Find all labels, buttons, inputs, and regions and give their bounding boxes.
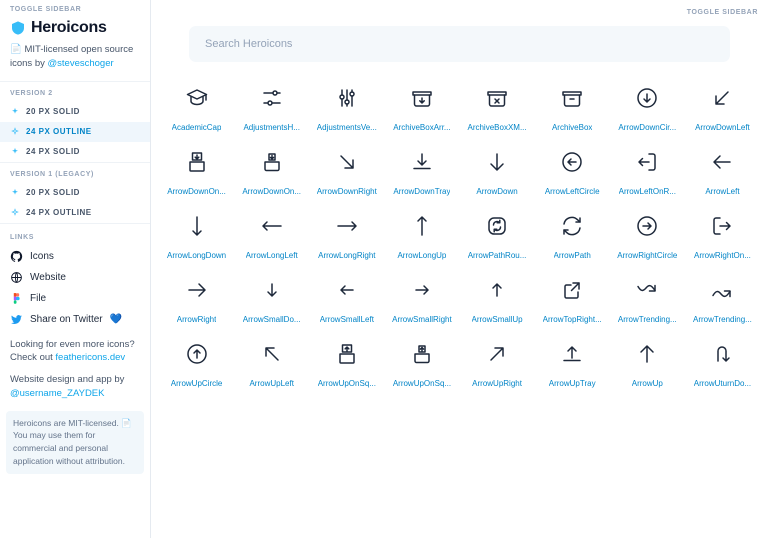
icon-cell[interactable] <box>610 204 685 268</box>
arrow-small-left-icon <box>335 278 359 302</box>
version2-heading: VERSION 2 <box>0 81 150 102</box>
arrow-up-right-icon <box>485 342 509 366</box>
icon-cell[interactable] <box>159 332 234 396</box>
arrow-small-right-icon <box>410 278 434 302</box>
arrow-long-right-icon <box>335 214 359 238</box>
icon-cell[interactable] <box>685 332 760 396</box>
main-content <box>151 0 768 538</box>
archive-box-icon <box>560 86 584 110</box>
icon-cell[interactable] <box>460 332 535 396</box>
icon-name-label: ArrowLongDown <box>166 251 227 260</box>
link-label: Share on Twitter <box>30 313 103 325</box>
icon-cell[interactable] <box>685 140 760 204</box>
sparkle-icon <box>10 127 20 137</box>
icon-name-label: ArrowUpOnSq... <box>392 379 452 388</box>
icon-cell[interactable] <box>234 76 309 140</box>
arrow-right-on-rectangle-icon <box>710 214 734 238</box>
globe-icon <box>10 271 23 284</box>
sparkle-icon <box>10 188 20 198</box>
sidebar-item-label: 24 PX OUTLINE <box>26 208 92 218</box>
sparkle-icon <box>10 107 20 117</box>
sidebar-item-label: 24 PX OUTLINE <box>26 127 92 137</box>
promo-block <box>0 330 150 368</box>
icon-name-label: ArchiveBoxArr... <box>393 123 451 132</box>
icon-cell[interactable] <box>159 140 234 204</box>
icon-name-label: ArrowUpLeft <box>249 379 294 388</box>
icon-name-label: ArrowLeftOnR... <box>618 187 676 196</box>
icon-name-label: ArrowDownTray <box>393 187 451 196</box>
sparkle-icon <box>10 208 20 218</box>
arrow-right-icon <box>185 278 209 302</box>
sidebar-item-v1-24-outline[interactable] <box>0 203 150 223</box>
icon-cell[interactable] <box>234 204 309 268</box>
icon-name-label: ArrowDownLeft <box>695 123 750 132</box>
icon-cell[interactable] <box>309 140 384 204</box>
credit-block <box>0 367 150 405</box>
arrow-left-icon <box>710 150 734 174</box>
sidebar-item-v2-24-outline[interactable] <box>0 122 150 142</box>
arrow-down-on-square-stack-icon <box>185 150 209 174</box>
icon-cell[interactable] <box>610 140 685 204</box>
link-label: Website <box>30 271 66 283</box>
license-note: Heroicons are MIT-licensed. 📄 You may use them for commercial and personal application without attribution. <box>6 411 144 474</box>
archive-box-x-mark-icon <box>485 86 509 110</box>
icon-name-label: ArrowDownRight <box>316 187 377 196</box>
icon-name-label: ArrowTrending... <box>693 315 752 324</box>
sidebar-item-v2-24-solid[interactable] <box>0 142 150 162</box>
archive-box-arrow-down-icon <box>410 86 434 110</box>
arrow-long-up-icon <box>410 214 434 238</box>
arrow-down-on-square-icon <box>260 150 284 174</box>
icon-name-label: ArrowTopRight... <box>542 315 602 324</box>
icon-cell[interactable] <box>159 204 234 268</box>
sidebar-item-v1-20-solid[interactable] <box>0 183 150 203</box>
arrow-left-circle-icon <box>560 150 584 174</box>
sidebar-item-label: 24 PX SOLID <box>26 147 80 157</box>
arrow-path-rounded-square-icon <box>485 214 509 238</box>
icon-cell[interactable] <box>384 332 459 396</box>
icon-cell[interactable] <box>610 76 685 140</box>
icon-cell[interactable] <box>535 332 610 396</box>
link-icons[interactable] <box>0 246 150 267</box>
heroicons-logo-icon <box>10 20 26 36</box>
icon-name-label: ArrowLongUp <box>397 251 447 260</box>
arrow-long-down-icon <box>185 214 209 238</box>
icon-cell[interactable] <box>685 204 760 268</box>
icon-cell[interactable] <box>309 268 384 332</box>
icon-cell[interactable] <box>610 332 685 396</box>
icon-cell[interactable] <box>460 140 535 204</box>
search-area <box>151 18 768 62</box>
icon-cell[interactable] <box>309 204 384 268</box>
icon-name-label: AdjustmentsVe... <box>316 123 377 132</box>
academic-cap-icon <box>185 86 209 110</box>
arrow-down-right-icon <box>335 150 359 174</box>
adjustments-horizontal-icon <box>260 86 284 110</box>
brand <box>0 17 150 37</box>
arrow-path-icon <box>560 214 584 238</box>
license-doc-icon: 📄 <box>10 44 22 55</box>
arrow-down-tray-icon <box>410 150 434 174</box>
icon-cell[interactable] <box>159 76 234 140</box>
icon-name-label: ArrowPath <box>553 251 591 260</box>
sidebar <box>0 0 151 538</box>
icon-name-label: ArrowTrending... <box>617 315 677 324</box>
arrow-down-icon <box>485 150 509 174</box>
icon-cell[interactable] <box>234 332 309 396</box>
icon-name-label: ArrowUpOnSq... <box>317 379 376 388</box>
arrow-up-circle-icon <box>185 342 209 366</box>
icon-name-label: ArrowUp <box>631 379 663 388</box>
icon-name-label: ArrowRightCircle <box>617 251 678 260</box>
icon-name-label: ArchiveBoxXM... <box>467 123 527 132</box>
arrow-left-on-rectangle-icon <box>635 150 659 174</box>
icon-cell[interactable] <box>384 140 459 204</box>
icon-cell[interactable] <box>309 332 384 396</box>
icon-cell[interactable] <box>384 204 459 268</box>
icon-cell[interactable] <box>384 268 459 332</box>
icon-cell[interactable] <box>685 268 760 332</box>
link-share-twitter[interactable] <box>0 309 150 330</box>
heart-icon: 💙 <box>109 313 123 325</box>
tagline-text: MIT-licensed open source icons by <box>10 44 134 69</box>
toggle-sidebar-right[interactable]: TOGGLE SIDEBAR <box>686 8 758 16</box>
icon-name-label: ArrowSmallRight <box>392 315 452 324</box>
arrow-right-circle-icon <box>635 214 659 238</box>
icon-cell[interactable] <box>309 76 384 140</box>
icon-name-label: ArrowDown <box>476 187 518 196</box>
credit-link[interactable]: @username_ZAYDEK <box>10 387 105 399</box>
adjustments-vertical-icon <box>335 86 359 110</box>
credit-line-1: Website design and app by <box>10 374 125 386</box>
arrow-up-on-square-stack-icon <box>335 342 359 366</box>
sidebar-item-label: 20 PX SOLID <box>26 188 80 198</box>
icon-cell[interactable] <box>460 76 535 140</box>
icon-name-label: ArrowSmallDo... <box>242 315 301 324</box>
icon-name-label: ArrowLeftCircle <box>544 187 600 196</box>
icon-cell[interactable] <box>610 268 685 332</box>
icon-name-label: AdjustmentsH... <box>243 123 300 132</box>
link-website[interactable] <box>0 267 150 288</box>
promo-link[interactable]: feathericons.dev <box>55 352 126 364</box>
icon-cell[interactable] <box>384 76 459 140</box>
link-label: Icons <box>30 250 54 262</box>
links-heading: LINKS <box>0 223 150 246</box>
sidebar-item-v2-20-solid[interactable] <box>0 102 150 122</box>
icon-cell[interactable] <box>234 268 309 332</box>
tagline-author-link[interactable]: @steveschoger <box>47 57 114 69</box>
twitter-icon <box>10 313 23 326</box>
icon-cell[interactable] <box>685 76 760 140</box>
arrow-down-circle-icon <box>635 86 659 110</box>
arrow-trending-up-icon <box>710 278 734 302</box>
arrow-small-up-icon <box>485 278 509 302</box>
icon-cell[interactable] <box>460 204 535 268</box>
icon-name-label: ArrowLeft <box>705 187 740 196</box>
main-topbar <box>151 0 768 18</box>
search-input[interactable] <box>203 37 716 51</box>
toggle-sidebar-left[interactable]: TOGGLE SIDEBAR <box>10 6 82 13</box>
icon-grid <box>151 62 768 396</box>
arrow-small-down-icon <box>260 278 284 302</box>
arrow-uturn-down-icon <box>710 342 734 366</box>
arrow-trending-down-icon <box>635 278 659 302</box>
icon-name-label: AcademicCap <box>171 123 222 132</box>
icon-cell[interactable] <box>535 204 610 268</box>
icon-cell[interactable] <box>535 76 610 140</box>
arrow-up-on-square-icon <box>410 342 434 366</box>
icon-cell[interactable] <box>159 268 234 332</box>
arrow-down-left-icon <box>710 86 734 110</box>
icon-cell[interactable] <box>234 140 309 204</box>
icon-name-label: ArrowSmallLeft <box>319 315 374 324</box>
github-icon <box>10 250 23 263</box>
figma-icon <box>10 292 23 305</box>
link-label: File <box>30 292 47 304</box>
icon-name-label: ArrowUturnDo... <box>693 379 752 388</box>
icon-name-label: ArrowSmallUp <box>471 315 523 324</box>
icon-name-label: ArrowLongLeft <box>245 251 298 260</box>
promo-line-1: Looking for even more icons? <box>10 338 135 350</box>
icon-name-label: ArrowPathRou... <box>467 251 527 260</box>
icon-name-label: ArchiveBox <box>551 123 593 132</box>
arrow-long-left-icon <box>260 214 284 238</box>
arrow-up-tray-icon <box>560 342 584 366</box>
icon-name-label: ArrowUpTray <box>548 379 596 388</box>
icon-name-label: ArrowUpRight <box>472 379 522 388</box>
search-box[interactable] <box>189 26 730 62</box>
icon-name-label: ArrowLongRight <box>318 251 376 260</box>
icon-name-label: ArrowDownOn... <box>167 187 226 196</box>
promo-line-2: Check out <box>10 352 56 364</box>
sidebar-item-label: 20 PX SOLID <box>26 107 80 117</box>
sparkle-icon <box>10 147 20 157</box>
icon-name-label: ArrowDownCir... <box>618 123 677 132</box>
link-file[interactable] <box>0 288 150 309</box>
icon-name-label: ArrowRight <box>176 315 217 324</box>
icon-name-label: ArrowRightOn... <box>693 251 751 260</box>
version1-heading: VERSION 1 (LEGACY) <box>0 162 150 183</box>
arrow-top-right-on-square-icon <box>560 278 584 302</box>
icon-name-label: ArrowUpCircle <box>170 379 223 388</box>
sidebar-tagline <box>0 37 150 81</box>
icon-cell[interactable] <box>535 268 610 332</box>
brand-name: Heroicons <box>31 19 107 36</box>
arrow-up-left-icon <box>260 342 284 366</box>
icon-cell[interactable] <box>535 140 610 204</box>
arrow-up-icon <box>635 342 659 366</box>
icon-cell[interactable] <box>460 268 535 332</box>
icon-name-label: ArrowDownOn... <box>242 187 302 196</box>
